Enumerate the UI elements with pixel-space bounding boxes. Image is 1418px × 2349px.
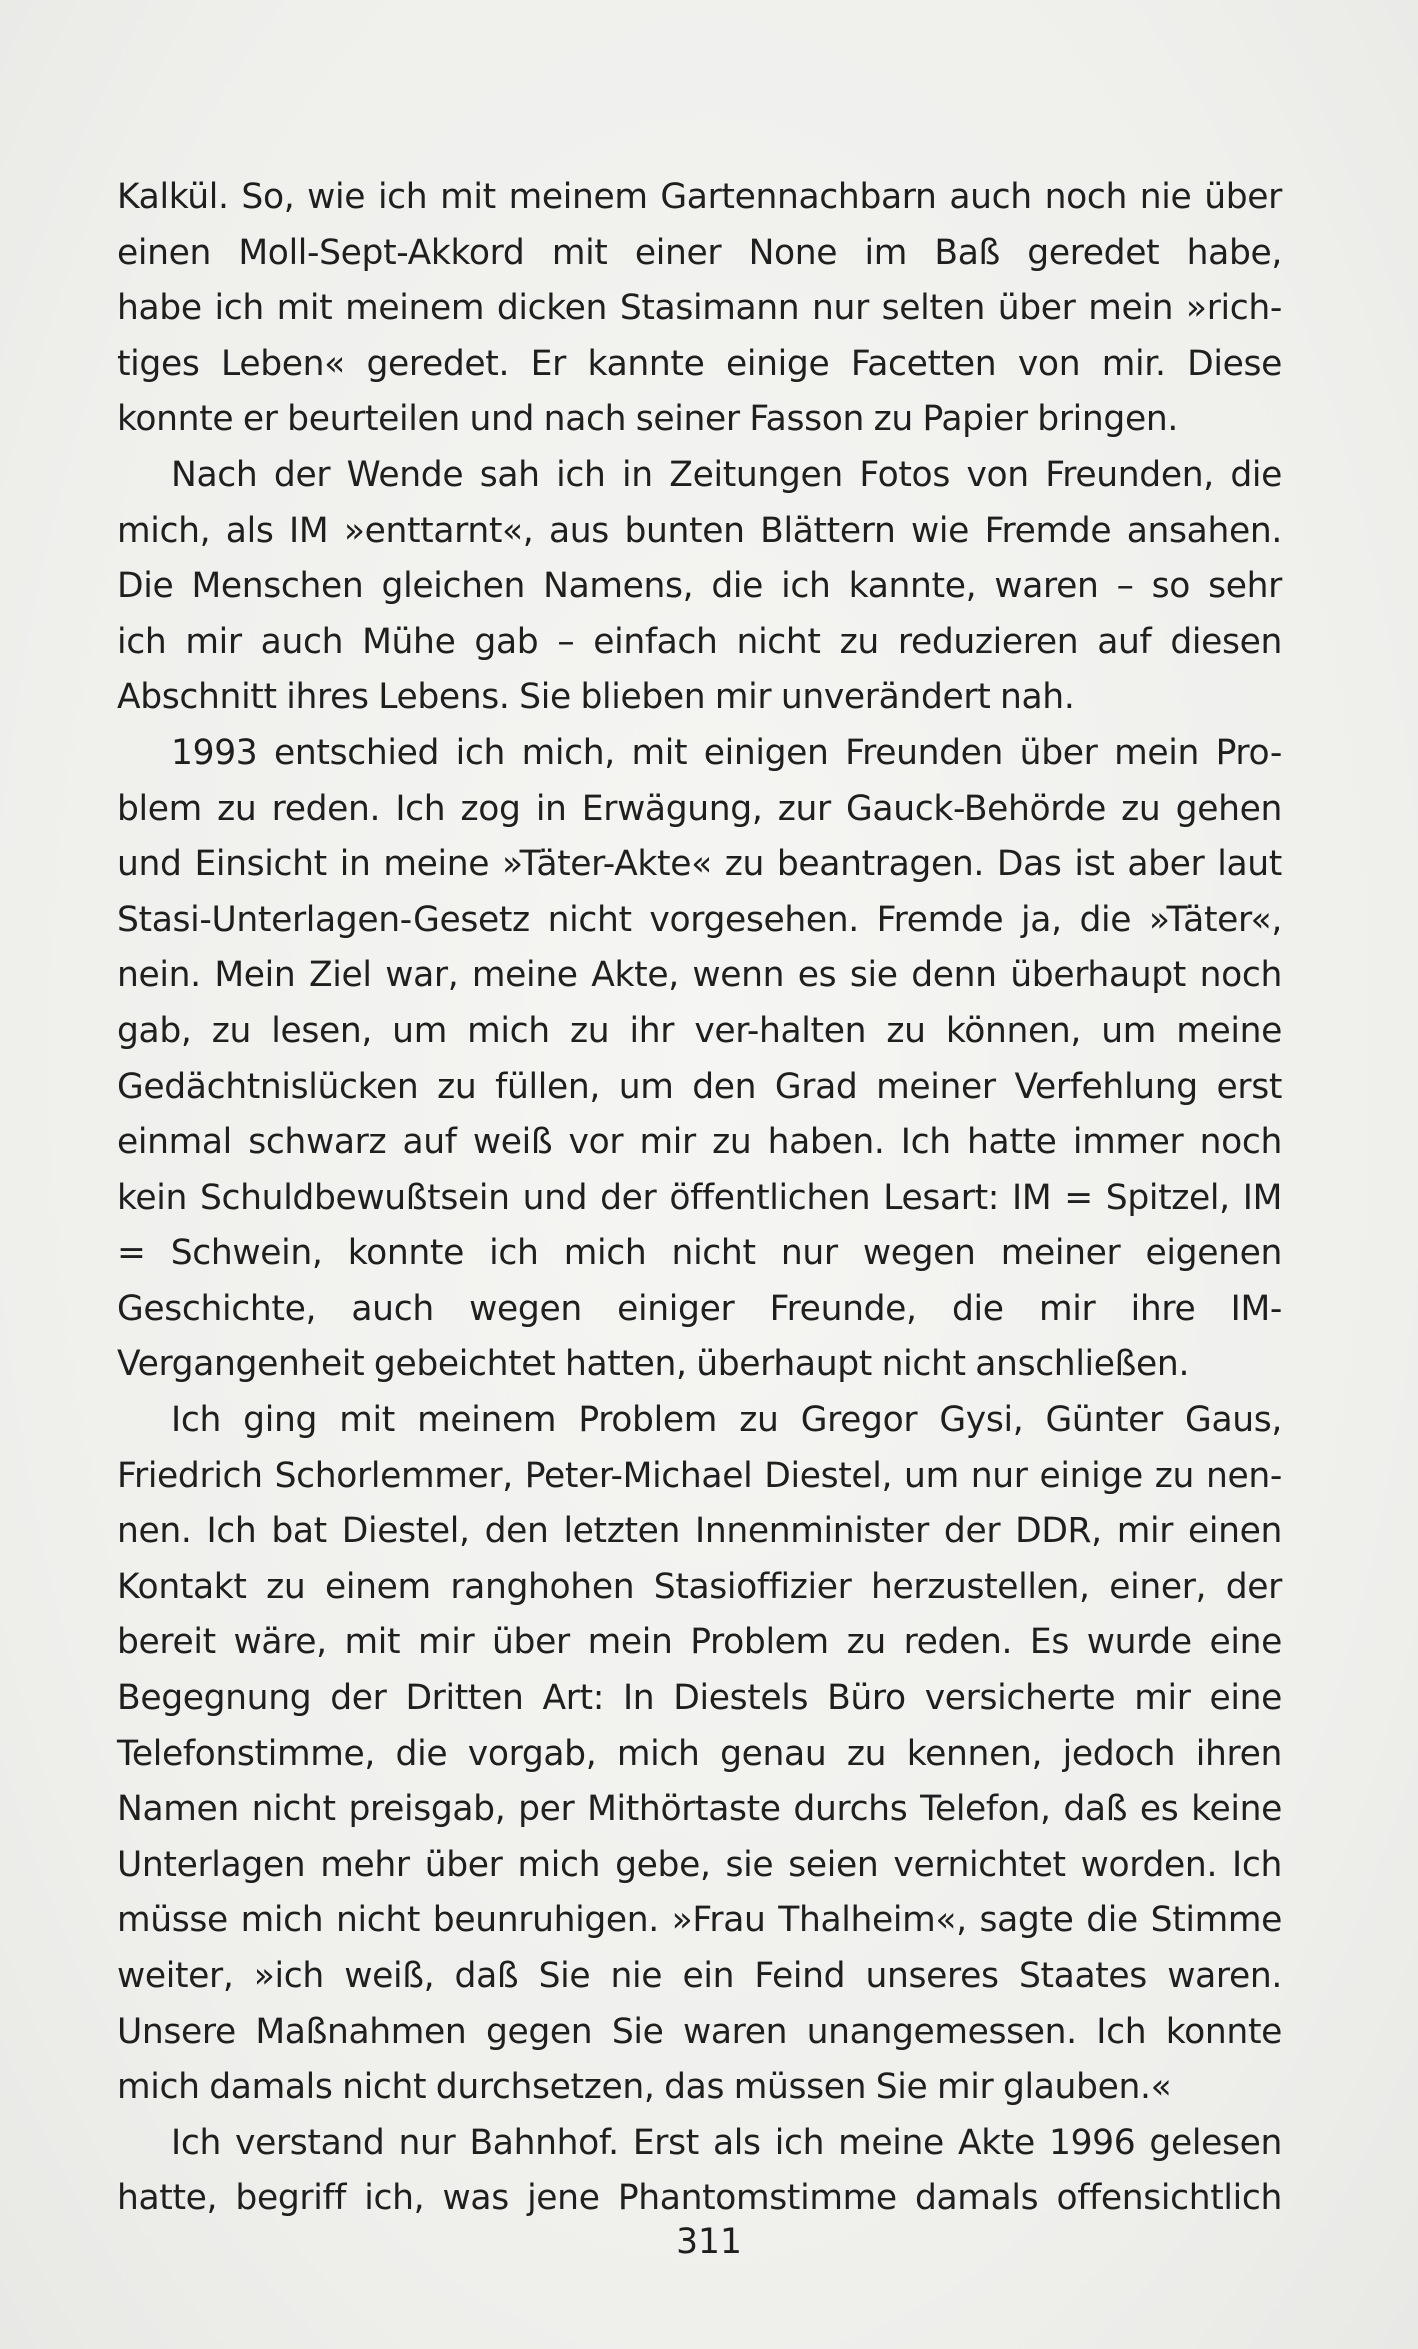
text-line: müsse mich nicht beunruhigen. »Frau Thalheim«, sagte die Stimme <box>117 1900 1282 1941</box>
paragraph <box>117 1393 1282 2116</box>
text-line: Begegnung der Dritten Art: In Diestels Büro versicherte mir eine <box>117 1678 1282 1719</box>
text-line: Geschichte, auch wegen einiger Freunde, die mir ihre IM- <box>117 1288 1282 1329</box>
text-line: bereit wäre, mit mir über mein Problem zu reden. Es wurde eine <box>117 1622 1282 1663</box>
text-line: einmal schwarz auf weiß vor mir zu haben. Ich hatte immer noch <box>117 1122 1282 1163</box>
text-line: Abschnitt ihres Lebens. Sie blieben mir unverändert nah. <box>117 677 1075 718</box>
text-line: Unsere Maßnahmen gegen Sie waren unangemessen. Ich konnte <box>117 2011 1282 2052</box>
text-line: nein. Mein Ziel war, meine Akte, wenn es sie denn überhaupt noch <box>117 955 1282 996</box>
text-line: Vergangenheit gebeichtet hatten, überhaupt nicht anschließen. <box>117 1344 1190 1385</box>
text-line: Unterlagen mehr über mich gebe, sie seien vernichtet worden. Ich <box>117 1844 1282 1885</box>
paragraph <box>117 2116 1282 2227</box>
paragraph <box>117 726 1282 1393</box>
text-line: kein Schuldbewußtsein und der öffentlichen Lesart: IM = Spitzel, IM <box>117 1177 1282 1218</box>
body-text <box>117 170 1282 2227</box>
text-line: ich mir auch Mühe gab – einfach nicht zu reduzieren auf diesen <box>117 621 1282 662</box>
text-line: Kontakt zu einem ranghohen Stasioffizier herzustellen, einer, der <box>117 1566 1282 1607</box>
text-line: tiges Leben« geredet. Er kannte einige Facetten von mir. Diese <box>117 343 1282 384</box>
text-line: Die Menschen gleichen Namens, die ich kannte, waren – so sehr <box>117 566 1282 607</box>
text-line: blem zu reden. Ich zog in Erwägung, zur Gauck-Behörde zu gehen <box>117 788 1282 829</box>
text-line: weiter, »ich weiß, daß Sie nie ein Feind unseres Staates waren. <box>117 1956 1282 1996</box>
text-line: mich, als IM »enttarnt«, aus bunten Blättern wie Fremde ansahen. <box>117 510 1282 551</box>
text-line: einen Moll-Sept-Akkord mit einer None im Baß geredet habe, <box>117 232 1282 273</box>
text-line: und Einsicht in meine »Täter-Akte« zu beantragen. Das ist aber laut <box>117 844 1282 885</box>
text-line: = Schwein, konnte ich mich nicht nur wegen meiner eigenen <box>117 1233 1282 1274</box>
text-line: Gedächtnislücken zu füllen, um den Grad meiner Verfehlung erst <box>117 1066 1282 1107</box>
paragraph <box>117 170 1282 448</box>
text-line: mich damals nicht durchsetzen, das müssen Sie mir glauben.« <box>117 2067 1172 2108</box>
text-line: Nach der Wende sah ich in Zeitungen Fotos von Freunden, die <box>171 454 1282 495</box>
paragraph <box>117 448 1282 726</box>
text-line: Stasi-Unterlagen-Gesetz nicht vorgesehen. Fremde ja, die »Täter«, <box>117 899 1282 940</box>
text-line: Ich verstand nur Bahnhof. Erst als ich meine Akte 1996 gelesen <box>171 2122 1282 2163</box>
text-line: gab, zu lesen, um mich zu ihr ver-halten zu können, um meine <box>117 1010 1282 1051</box>
text-line: Kalkül. So, wie ich mit meinem Gartennachbarn auch noch nie über <box>117 177 1282 217</box>
text-line: Ich ging mit meinem Problem zu Gregor Gysi, Günter Gaus, <box>171 1400 1282 1441</box>
text-line: Telefonstimme, die vorgab, mich genau zu kennen, jedoch ihren <box>117 1733 1282 1774</box>
page-number: 311 <box>676 2222 742 2262</box>
text-line: Friedrich Schorlemmer, Peter-Michael Diestel, um nur einige zu nen- <box>117 1455 1282 1496</box>
text-line: nen. Ich bat Diestel, den letzten Innenminister der DDR, mir einen <box>117 1511 1282 1552</box>
text-line: Namen nicht preisgab, per Mithörtaste durchs Telefon, daß es keine <box>117 1789 1282 1830</box>
text-line: hatte, begriff ich, was jene Phantomstimme damals offensichtlich <box>117 2178 1282 2219</box>
text-line: habe ich mit meinem dicken Stasimann nur selten über mein »rich- <box>117 288 1282 329</box>
text-line: 1993 entschied ich mich, mit einigen Freunden über mein Pro- <box>171 732 1282 773</box>
text-line: konnte er beurteilen und nach seiner Fasson zu Papier bringen. <box>117 399 1178 440</box>
